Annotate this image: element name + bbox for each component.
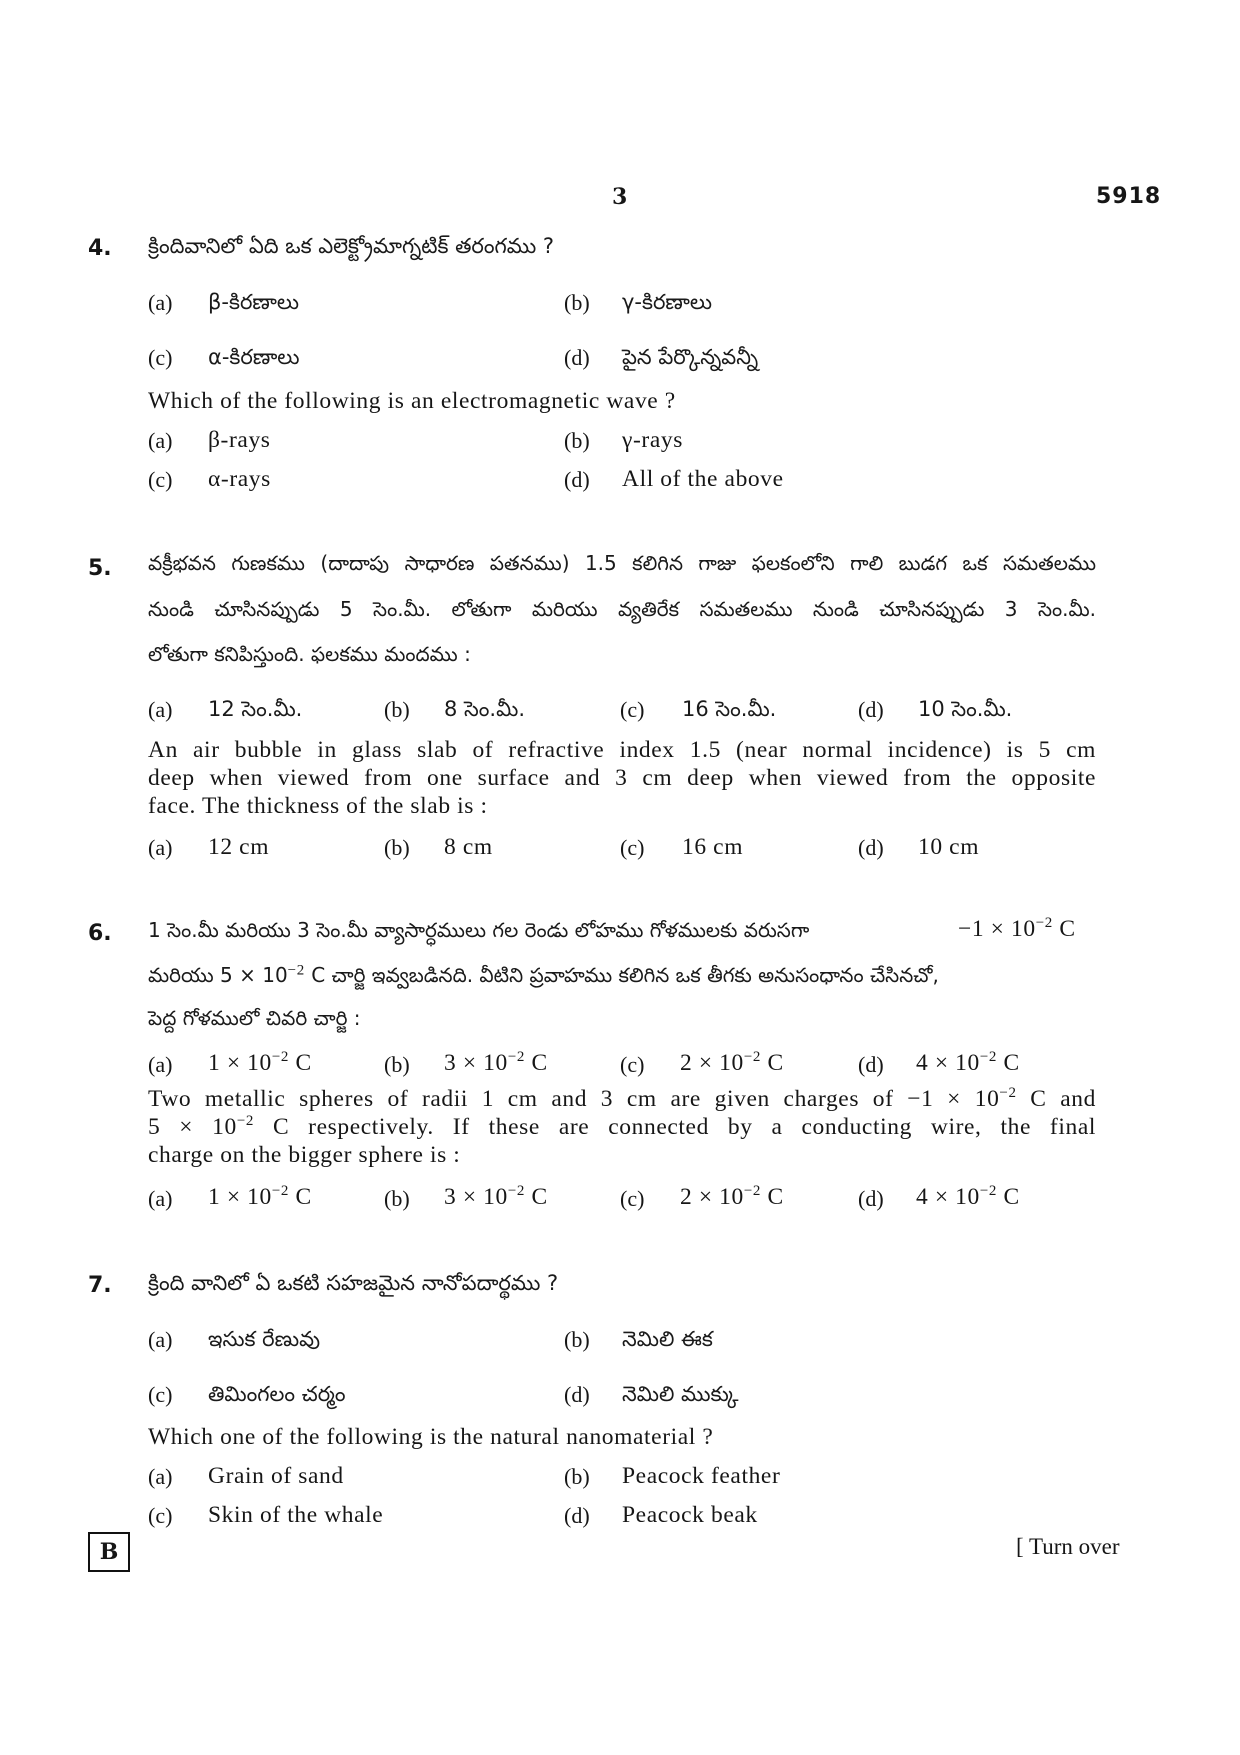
- q4-te-option-c: α-కిరణాలు: [208, 345, 300, 369]
- q7-english-stem: Which one of the following is the natural nanomaterial ?: [148, 1424, 714, 1450]
- q6-en-option-c: $2 \times 10^{-2}$ C: [680, 1183, 784, 1210]
- q5-telugu-line-3: లోతుగా కనిపిస్తుంది. ఫలకము మందము :: [148, 642, 471, 666]
- q7-te-option-d: నెమిలి ముక్కు: [622, 1382, 739, 1406]
- q5-en-option-c: 16 cm: [682, 834, 744, 860]
- q4-en-option-a: β-rays: [208, 427, 271, 453]
- q4-te-option-c-label: (c): [148, 345, 173, 370]
- q6-te-option-d-label: (d): [858, 1052, 884, 1077]
- q4-en-option-a-label: (a): [148, 428, 173, 453]
- q5-te-option-c: 16 సెం.మీ.: [682, 697, 777, 721]
- q4-telugu-stem: క్రిందివానిలో ఏది ఒక ఎలెక్ట్రోమాగ్నటిక్ తరంగము ?: [148, 234, 555, 258]
- q7-te-option-b: నెమిలి ఈక: [622, 1327, 713, 1351]
- q5-en-option-a: 12 cm: [208, 834, 270, 860]
- q7-en-option-d-label: (d): [564, 1503, 590, 1528]
- q5-en-option-c-label: (c): [620, 835, 645, 860]
- q5-en-option-a-label: (a): [148, 835, 173, 860]
- q4-en-option-c: α-rays: [208, 466, 271, 492]
- q6-en-option-a-label: (a): [148, 1186, 173, 1211]
- page-number: 3: [612, 184, 628, 210]
- q4-te-option-a-label: (a): [148, 290, 173, 315]
- q5-en-option-d: 10 cm: [918, 834, 980, 860]
- q5-english-line-2: deep when viewed from one surface and 3 cm deep when viewed from the opposite: [148, 765, 1096, 791]
- q5-en-option-b: 8 cm: [444, 834, 493, 860]
- q6-english-line-3: charge on the bigger sphere is :: [148, 1142, 461, 1168]
- q6-en-option-c-label: (c): [620, 1186, 645, 1211]
- q7-telugu-stem: క్రింది వానిలో ఏ ఒకటి సహజమైన నానోపదార్థము ?: [148, 1271, 559, 1295]
- question-number-4: 4.: [88, 236, 112, 261]
- q7-te-option-d-label: (d): [564, 1382, 590, 1407]
- q5-te-option-d-label: (d): [858, 697, 884, 722]
- q5-english-line-3: face. The thickness of the slab is :: [148, 793, 488, 819]
- q6-te-option-d: $4 \times 10^{-2}$ C: [916, 1049, 1020, 1076]
- q7-en-option-a-label: (a): [148, 1464, 173, 1489]
- question-number-5: 5.: [88, 556, 112, 581]
- q4-te-option-b-label: (b): [564, 290, 590, 315]
- q4-te-option-a: β-కిరణాలు: [208, 290, 300, 314]
- q6-en-option-d: $4 \times 10^{-2}$ C: [916, 1183, 1020, 1210]
- q6-en-option-b-label: (b): [384, 1186, 410, 1211]
- q6-en-option-b: $3 \times 10^{-2}$ C: [444, 1183, 548, 1210]
- q5-te-option-b-label: (b): [384, 697, 410, 722]
- q7-te-option-a: ఇసుక రేణువు: [208, 1327, 321, 1351]
- q6-telugu-line-2: మరియు $5 \times 10^{-2}$ C చార్జి ఇవ్వబడినది. వీటిని ప్రవాహము కలిగిన ఒక తీగకు అనుసంధానం చేసినచో,: [148, 962, 939, 987]
- q6-telugu-line-1: 1 సెం.మీ మరియు 3 సెం.మీ వ్యాసార్ధములు గల రెండు లోహము గోళములకు వరుసగా: [148, 918, 810, 942]
- q4-en-option-b-label: (b): [564, 428, 590, 453]
- q5-telugu-line-2: నుండి చూసినప్పుడు 5 సెం.మీ. లోతుగా మరియు వ్యతిరేక సమతలము నుండి చూసినప్పుడు 3 సెం.మీ.: [148, 597, 1096, 621]
- q5-english-line-1: An air bubble in glass slab of refractive index 1.5 (near normal incidence) is 5 cm: [148, 737, 1096, 763]
- q6-en-option-a: $1 \times 10^{-2}$ C: [208, 1183, 312, 1210]
- booklet-series-box: B: [88, 1532, 130, 1572]
- q4-te-option-d: పైన పేర్కొన్నవన్నీ: [622, 345, 759, 369]
- q4-te-option-b: γ-కిరణాలు: [622, 290, 713, 314]
- q7-en-option-c-label: (c): [148, 1503, 173, 1528]
- q7-te-option-b-label: (b): [564, 1327, 590, 1352]
- q6-telugu-line-3: పెద్ద గోళములో చివరి చార్జి :: [148, 1006, 361, 1030]
- q6-te-option-a: $1 \times 10^{-2}$ C: [208, 1049, 312, 1076]
- q7-te-option-a-label: (a): [148, 1327, 173, 1352]
- q4-english-stem: Which of the following is an electromagnetic wave ?: [148, 388, 676, 414]
- q6-english-line-2: $5 \times 10^{-2}$ C respectively. If these are connected by a conducting wire, the final: [148, 1113, 1096, 1140]
- q7-en-option-c: Skin of the whale: [208, 1502, 384, 1528]
- q4-en-option-d-label: (d): [564, 467, 590, 492]
- q7-te-option-c: తిమింగలం చర్మం: [208, 1382, 346, 1406]
- q6-telugu-line-1-charge: $-1 \times 10^{-2}$ C: [958, 915, 1076, 942]
- q5-en-option-b-label: (b): [384, 835, 410, 860]
- question-number-6: 6.: [88, 921, 112, 946]
- q5-te-option-b: 8 సెం.మీ.: [444, 697, 525, 721]
- q7-te-option-c-label: (c): [148, 1382, 173, 1407]
- q7-en-option-a: Grain of sand: [208, 1463, 344, 1489]
- q6-te-option-c: $2 \times 10^{-2}$ C: [680, 1049, 784, 1076]
- q5-te-option-d: 10 సెం.మీ.: [918, 697, 1013, 721]
- q5-te-option-c-label: (c): [620, 697, 645, 722]
- q7-en-option-b-label: (b): [564, 1464, 590, 1489]
- q6-te-option-b: $3 \times 10^{-2}$ C: [444, 1049, 548, 1076]
- q4-en-option-d: All of the above: [622, 466, 784, 492]
- q6-te-option-a-label: (a): [148, 1052, 173, 1077]
- q6-te-option-c-label: (c): [620, 1052, 645, 1077]
- q4-te-option-d-label: (d): [564, 345, 590, 370]
- q6-english-line-1: Two metallic spheres of radii 1 cm and 3 cm are given charges of $-1 \times 10^{-2}$ C and: [148, 1085, 1096, 1112]
- question-number-7: 7.: [88, 1273, 112, 1298]
- q4-en-option-b: γ-rays: [622, 427, 683, 453]
- q4-en-option-c-label: (c): [148, 467, 173, 492]
- q5-te-option-a: 12 సెం.మీ.: [208, 697, 303, 721]
- q6-te-option-b-label: (b): [384, 1052, 410, 1077]
- turn-over-note: [ Turn over: [1016, 1534, 1120, 1559]
- q7-en-option-b: Peacock feather: [622, 1463, 781, 1489]
- paper-code: 5918: [1096, 184, 1162, 209]
- q5-en-option-d-label: (d): [858, 835, 884, 860]
- q5-telugu-line-1: వక్రీభవన గుణకము (దాదాపు సాధారణ పతనము) 1.5 కలిగిన గాజు ఫలకంలోని గాలి బుడగ ఒక సమతలము: [148, 551, 1096, 575]
- q7-en-option-d: Peacock beak: [622, 1502, 758, 1528]
- q5-te-option-a-label: (a): [148, 697, 173, 722]
- q6-en-option-d-label: (d): [858, 1186, 884, 1211]
